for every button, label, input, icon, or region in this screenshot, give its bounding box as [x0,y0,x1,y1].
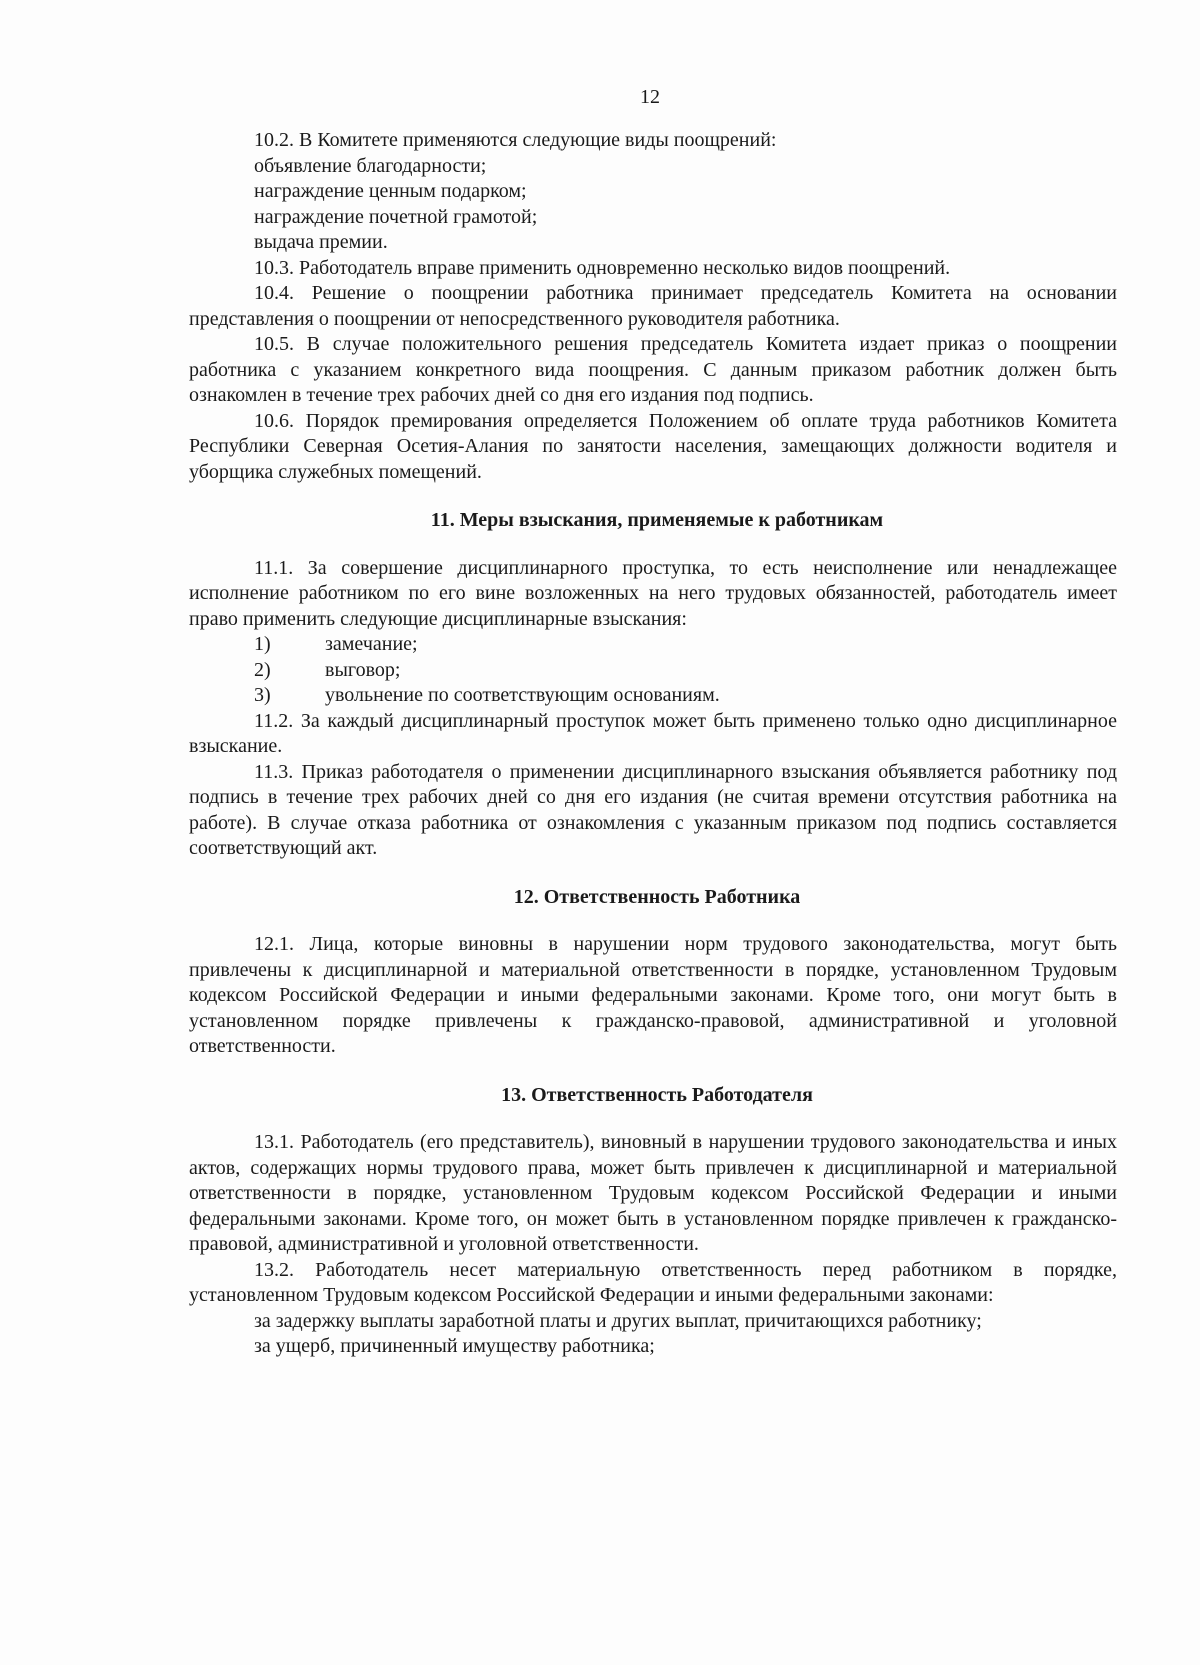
penalty-item [189,683,1117,709]
paragraph-10-5: 10.5. В случае положительного решения председатель Комитета издает приказ о поощрении работника с указанием конкретного вида поощрения. С данным приказом работник должен быть ознакомлен в течение трех рабочих дней со дня его издания под подпись. [189,333,1117,406]
paragraph-12-1: 12.1. Лица, которые виновны в нарушении норм трудового законодательства, могут быть привлечены к дисциплинарной и материальной ответственности в порядке, установленном Трудовым кодексом Российской Федерации и иными федеральными законами. Кроме того, они могут быть в установленном порядке привлечены к гражданско-правовой, административной и уголовной ответственности. [189,933,1117,1057]
penalty-item [189,632,1117,658]
paragraph-10-2: 10.2. В Комитете применяются следующие виды поощрений: [254,129,777,151]
penalty-text: выговор; [325,658,401,681]
paragraph-10-6: 10.6. Порядок премирования определяется Положением об оплате труда работников Комитета Республики Северная Осетия-Алания по занятости населения, замещающих должности водителя и уборщика служебных помещений. [189,409,1117,483]
section-11-heading: 11. Меры взыскания, применяемые к работникам [430,509,884,531]
penalty-item [189,658,1117,684]
penalty-text: замечание; [325,633,418,655]
penalty-number: 1) [254,633,271,655]
paragraph-11-1: 11.1. За совершение дисциплинарного проступка, то есть неисполнение или ненадлежащее исполнение работником по его вине возложенных на него трудовых обязанностей, работодатель имеет право применить следующие дисциплинарные взыскания: [189,556,1117,630]
section-13-heading: 13. Ответственность Работодателя [501,1083,813,1106]
penalty-number: 3) [254,684,271,706]
liability-item: за ущерб, причиненный имуществу работника; [254,1335,655,1357]
paragraph-13-1: 13.1. Работодатель (его представитель), виновный в нарушении трудового законодательства и иных актов, содержащих нормы трудового права, может быть привлечен к дисциплинарной и материальной ответственности в порядке, установленном Трудовым кодексом Российской Федерации и иными федеральными законами. Кроме того, он может быть в установленном порядке привлечен к гражданско-правовой, административной и уголовной ответственности. [189,1131,1117,1255]
penalty-text: увольнение по соответствующим основаниям. [325,684,720,706]
reward-item: объявление благодарности; [254,154,487,177]
penalty-number: 2) [254,658,271,681]
paragraph-11-3: 11.3. Приказ работодателя о применении дисциплинарного взыскания объявляется работнику под подпись в течение трех рабочих дней со дня его издания (не считая времени отсутствия работника на работе). В случае отказа работника от ознакомления с указанным приказом под подпись составляется соответствующий акт. [189,760,1117,859]
reward-item: выдача премии. [254,231,388,253]
liability-item: за задержку выплаты заработной платы и других выплат, причитающихся работнику; [254,1309,982,1332]
page-number: 12 [640,86,660,108]
reward-item: награждение ценным подарком; [254,180,527,202]
paragraph-10-4: 10.4. Решение о поощрении работника принимает председатель Комитета на основании представления о поощрении от непосредственного руководителя работника. [189,282,1117,330]
document-body [189,128,1117,1360]
paragraph-10-3: 10.3. Работодатель вправе применить одновременно несколько видов поощрений. [254,256,951,279]
section-12-heading: 12. Ответственность Работника [513,885,801,908]
paragraph-11-2: 11.2. За каждый дисциплинарный проступок может быть применено только одно дисциплинарное взыскание. [189,709,1117,757]
reward-item: награждение почетной грамотой; [254,205,538,228]
paragraph-13-2: 13.2. Работодатель несет материальную ответственность перед работником в порядке, установленном Трудовым кодексом Российской Федерации и иными федеральными законами: [189,1258,1117,1306]
